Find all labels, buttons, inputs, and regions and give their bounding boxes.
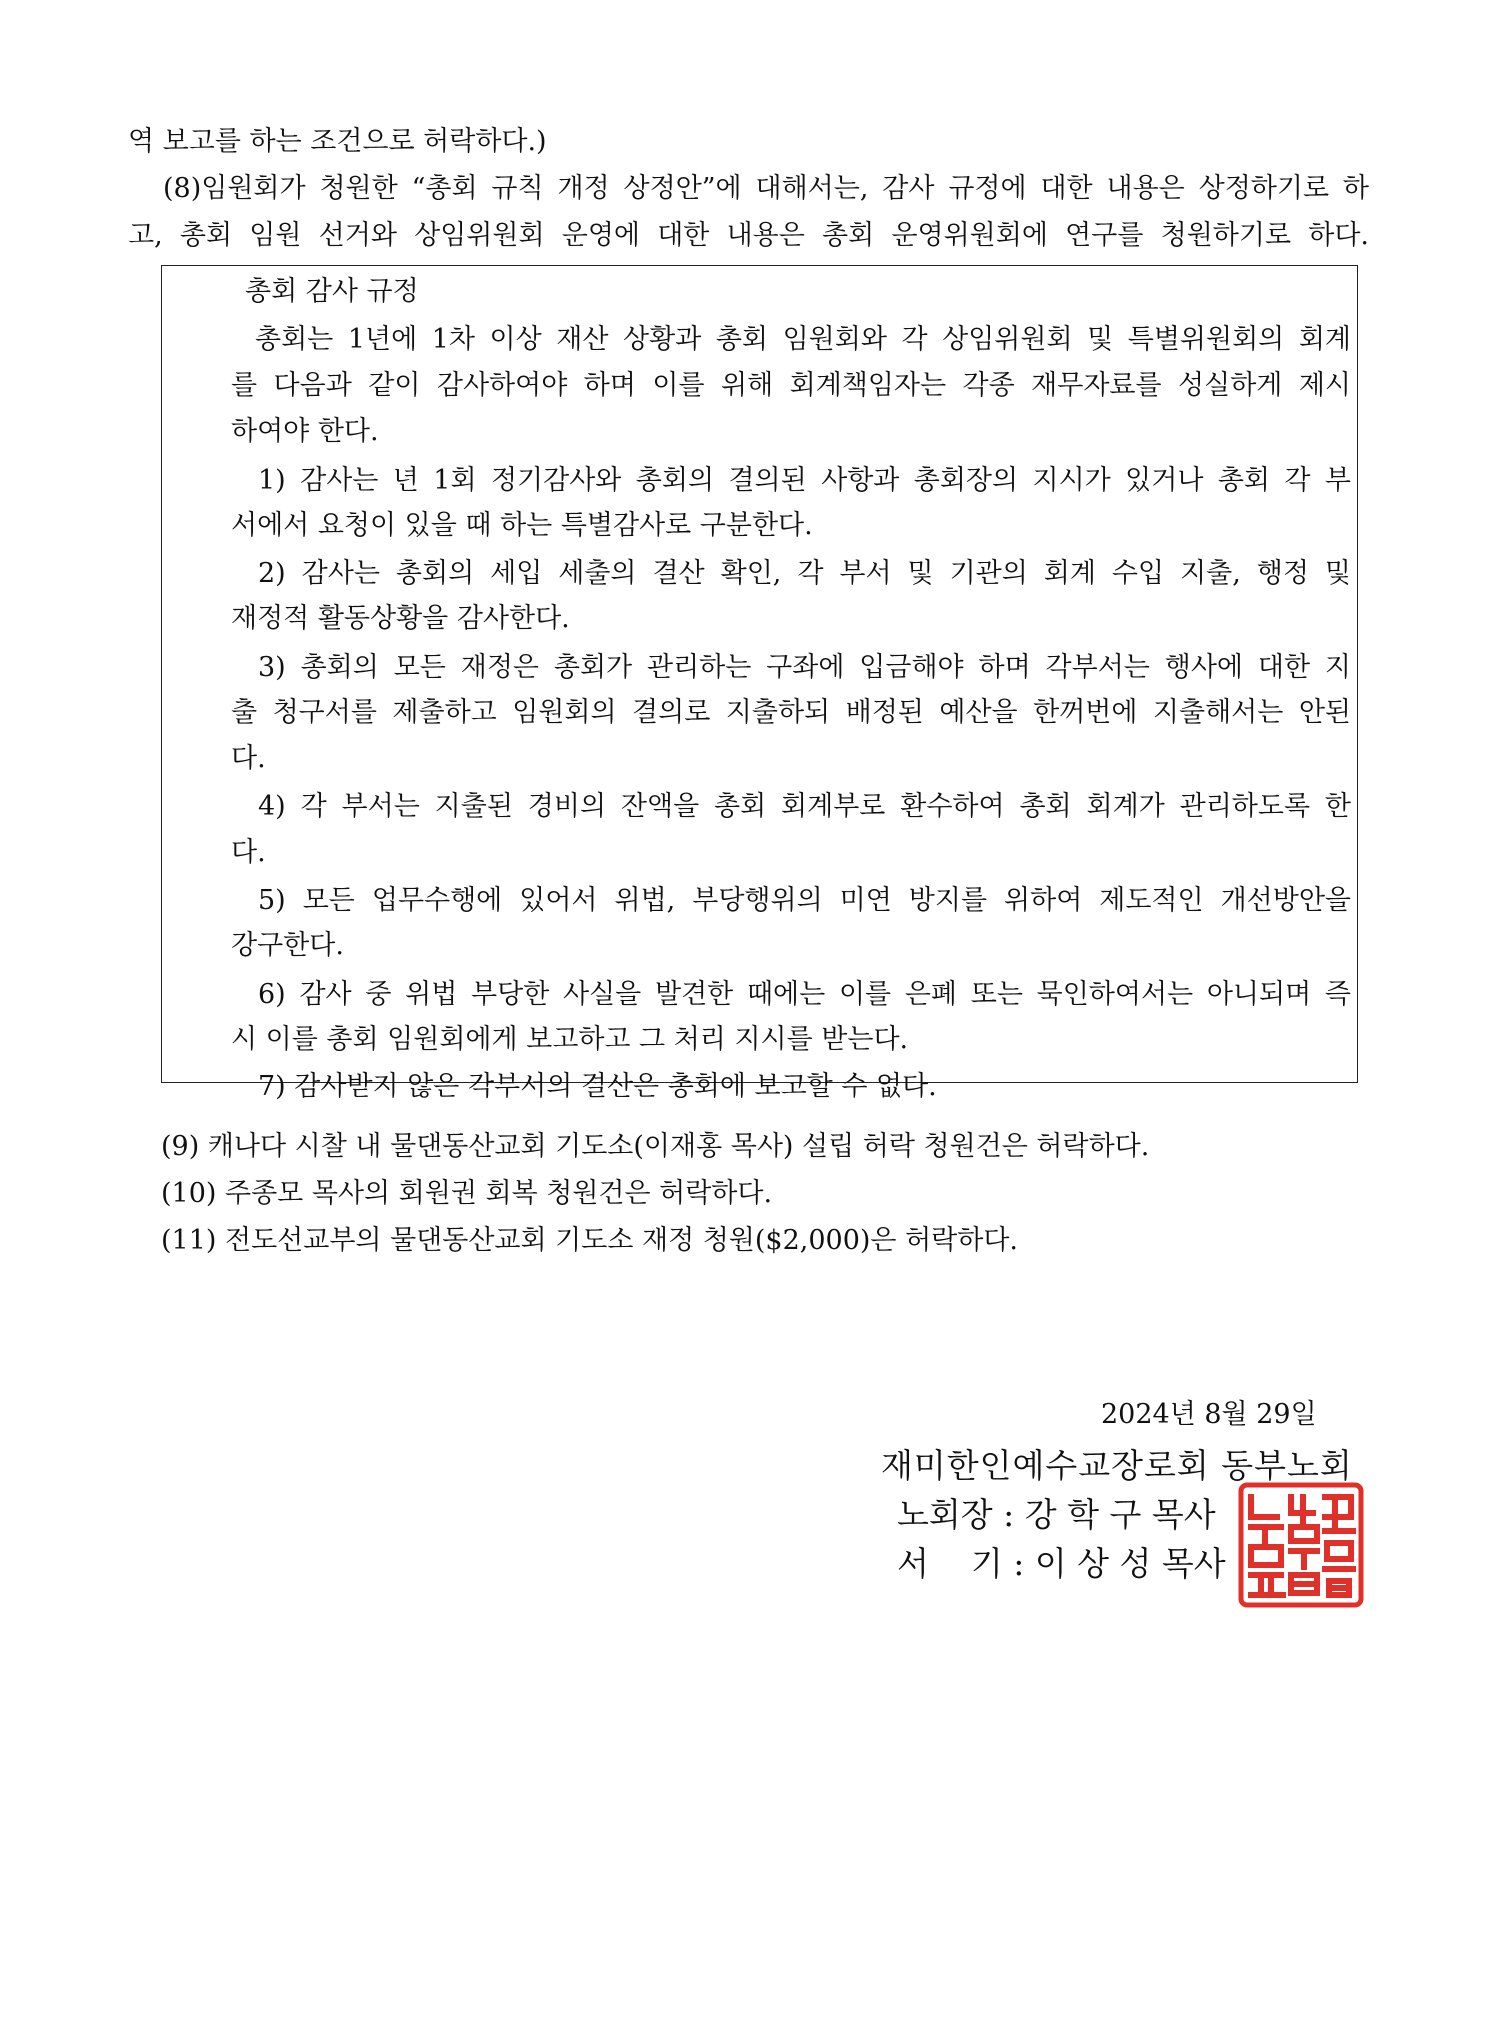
resolution-11: (11) 전도선교부의 물댄동산교회 기도소 재정 청원($2,000)은 허락하다.	[161, 1225, 1019, 1256]
preamble-line: 총회는 1년에 1차 이상 재산 상황과 총회 임원회와 각 상임위원회 및 특별위원회의 회계	[255, 324, 1351, 355]
regulation-box	[161, 265, 1358, 1102]
resolution-10: (10) 주종모 목사의 회원권 회복 청원건은 허락하다.	[161, 1178, 773, 1209]
preamble-line: 하여야 한다.	[231, 416, 379, 447]
regulation-item-3-cont: 다.	[231, 743, 266, 774]
resolution-9: (9) 캐나다 시찰 내 물댄동산교회 기도소(이재홍 목사) 설립 허락 청원건은 허락하다.	[161, 1131, 1150, 1162]
regulation-item-3: 3) 총회의 모든 재정은 총회가 관리하는 구좌에 입금해야 하며 각부서는 행사에 대한 지	[258, 652, 1351, 683]
intro-line-3: 고, 총회 임원 선거와 상임위원회 운영에 대한 내용은 총회 운영위원회에 연구를 청원하기로 하다.	[128, 220, 1369, 251]
regulation-title: 총회 감사 규정	[245, 276, 419, 307]
regulation-item-5: 5) 모든 업무수행에 있어서 위법, 부당행위의 미연 방지를 위하여 제도적인 개선방안을	[258, 885, 1351, 916]
regulation-item-6: 6) 감사 중 위법 부당한 사실을 발견한 때에는 이를 은폐 또는 묵인하여서는 아니되며 즉	[258, 979, 1351, 1010]
regulation-item-7: 7) 감사받지 않은 각부서의 결산은 총회에 보고할 수 없다.	[258, 1071, 937, 1102]
intro-line-1: 역 보고를 하는 조건으로 허락하다.)	[128, 126, 547, 157]
regulation-item-1-cont: 서에서 요청이 있을 때 하는 특별감사로 구분한다.	[231, 510, 813, 541]
regulation-item-3-cont: 출 청구서를 제출하고 임원회의 결의로 지출하되 배정된 예산을 한꺼번에 지출해서는 안된	[231, 697, 1351, 728]
regulation-item-4: 4) 각 부서는 지출된 경비의 잔액을 총회 회계부로 환수하여 총회 회계가 관리하도록 한	[258, 791, 1351, 822]
regulation-item-1: 1) 감사는 년 1회 정기감사와 총회의 결의된 사항과 총회장의 지시가 있거나 총회 각 부	[258, 465, 1351, 496]
regulation-item-6-cont: 시 이를 총회 임원회에게 보고하고 그 처리 지시를 받는다.	[231, 1024, 909, 1055]
regulation-item-2: 2) 감사는 총회의 세입 세출의 결산 확인, 각 부서 및 기관의 회계 수입 지출, 행정 및	[258, 558, 1351, 589]
preamble-line: 를 다음과 같이 감사하여야 하며 이를 위해 회계책임자는 각종 재무자료를 성실하게 제시	[231, 370, 1351, 401]
intro-line-2: (8)임원회가 청원한 “총회 규칙 개정 상정안”에 대해서는, 감사 규정에 대한 내용은 상정하기로 하	[163, 173, 1369, 204]
signature-moderator: 노회장 : 강 학 구 목사	[897, 1495, 1216, 1534]
regulation-item-4-cont: 다.	[231, 837, 266, 868]
regulation-item-2-cont: 재정적 활동상황을 감사한다.	[231, 603, 570, 634]
regulation-item-5-cont: 강구한다.	[231, 930, 344, 961]
presbytery-seal	[1237, 1481, 1365, 1609]
signature-clerk: 서 기 : 이 상 성 목사	[897, 1544, 1226, 1583]
signature-organization: 재미한인예수교장로회 동부노회	[881, 1446, 1353, 1485]
signature-date: 2024년 8월 29일	[1101, 1399, 1317, 1430]
